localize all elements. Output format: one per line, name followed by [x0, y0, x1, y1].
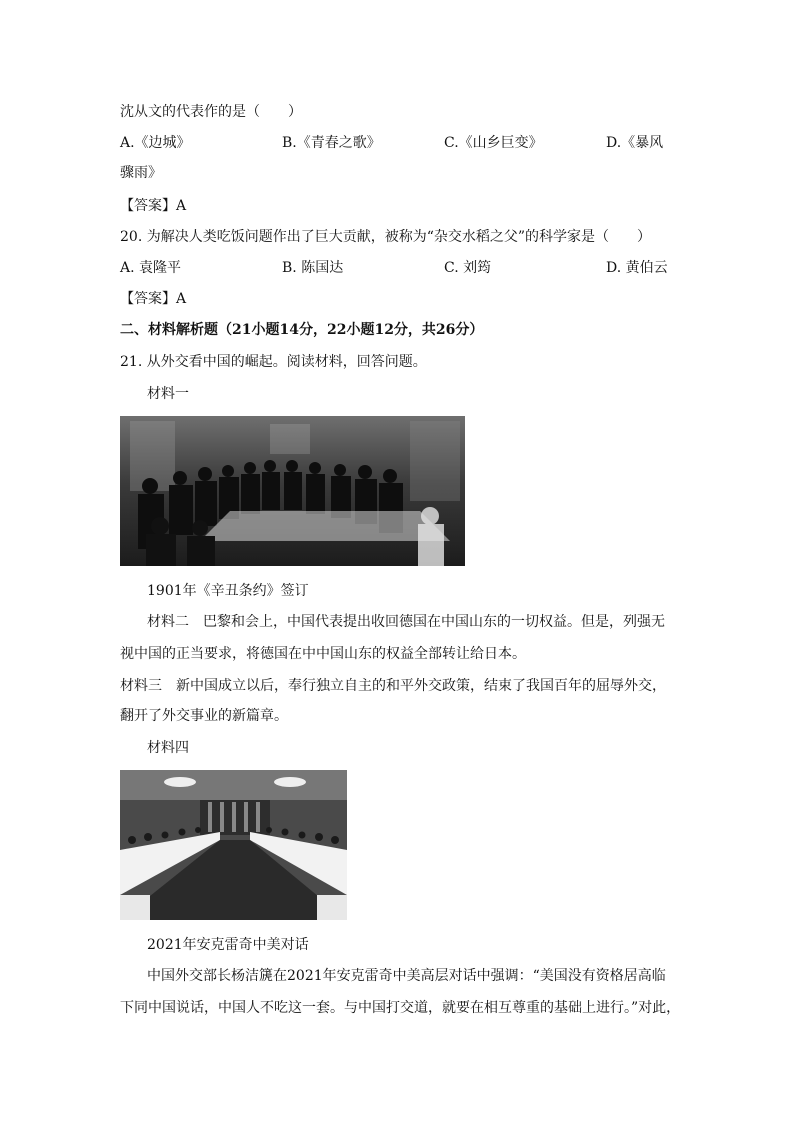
paragraph-line2: 下同中国说话，中国人不吃这一套。与中国打交道，就要在相互尊重的基础上进行。”对此， [120, 1000, 681, 1016]
q19-stem: 沈从文的代表作的是（ ） [120, 104, 302, 120]
material2-line1: 材料二 巴黎和会上，中国代表提出收回德国在中国山东的一切权益。但是，列强无 [147, 614, 665, 630]
q19-option-d: D.《暴风 [606, 135, 664, 151]
treaty-signing-photo [120, 416, 465, 566]
photo2-caption: 2021年安克雷奇中美对话 [147, 937, 309, 953]
material3-line2: 翻开了外交事业的新篇章。 [120, 708, 288, 724]
q21-stem: 21. 从外交看中国的崛起。阅读材料，回答问题。 [120, 354, 427, 370]
dialogue-meeting-photo [120, 770, 347, 920]
q20-answer: 【答案】A [120, 291, 187, 307]
q20-option-d: D. 黄伯云 [606, 260, 668, 276]
material2-line2: 视中国的正当要求，将德国在中中国山东的权益全部转让给日本。 [120, 646, 526, 662]
q19-option-d-continued: 骤雨》 [120, 165, 162, 181]
q19-option-b: B.《青春之歌》 [282, 135, 381, 151]
paragraph-line1: 中国外交部长杨洁篪在2021年安克雷奇中美高层对话中强调：“美国没有资格居高临 [147, 968, 666, 984]
section-title: 二、材料解析题（21小题14分，22小题12分，共26分） [120, 322, 484, 338]
photo1-caption: 1901年《辛丑条约》签订 [147, 583, 309, 599]
q19-answer: 【答案】A [120, 198, 187, 214]
material4-label: 材料四 [147, 740, 189, 756]
material1-label: 材料一 [147, 386, 189, 402]
q20-option-a: A. 袁隆平 [120, 260, 182, 276]
material3-line1: 材料三 新中国成立以后，奉行独立自主的和平外交政策，结束了我国百年的屈辱外交， [120, 678, 666, 694]
q19-option-c: C.《山乡巨变》 [444, 135, 543, 151]
q19-option-a: A.《边城》 [120, 135, 191, 151]
q20-option-c: C. 刘筠 [444, 260, 492, 276]
q20-option-b: B. 陈国达 [282, 260, 344, 276]
q20-stem: 20. 为解决人类吃饭问题作出了巨大贡献，被称为“杂交水稻之父”的科学家是（ ） [120, 229, 652, 245]
